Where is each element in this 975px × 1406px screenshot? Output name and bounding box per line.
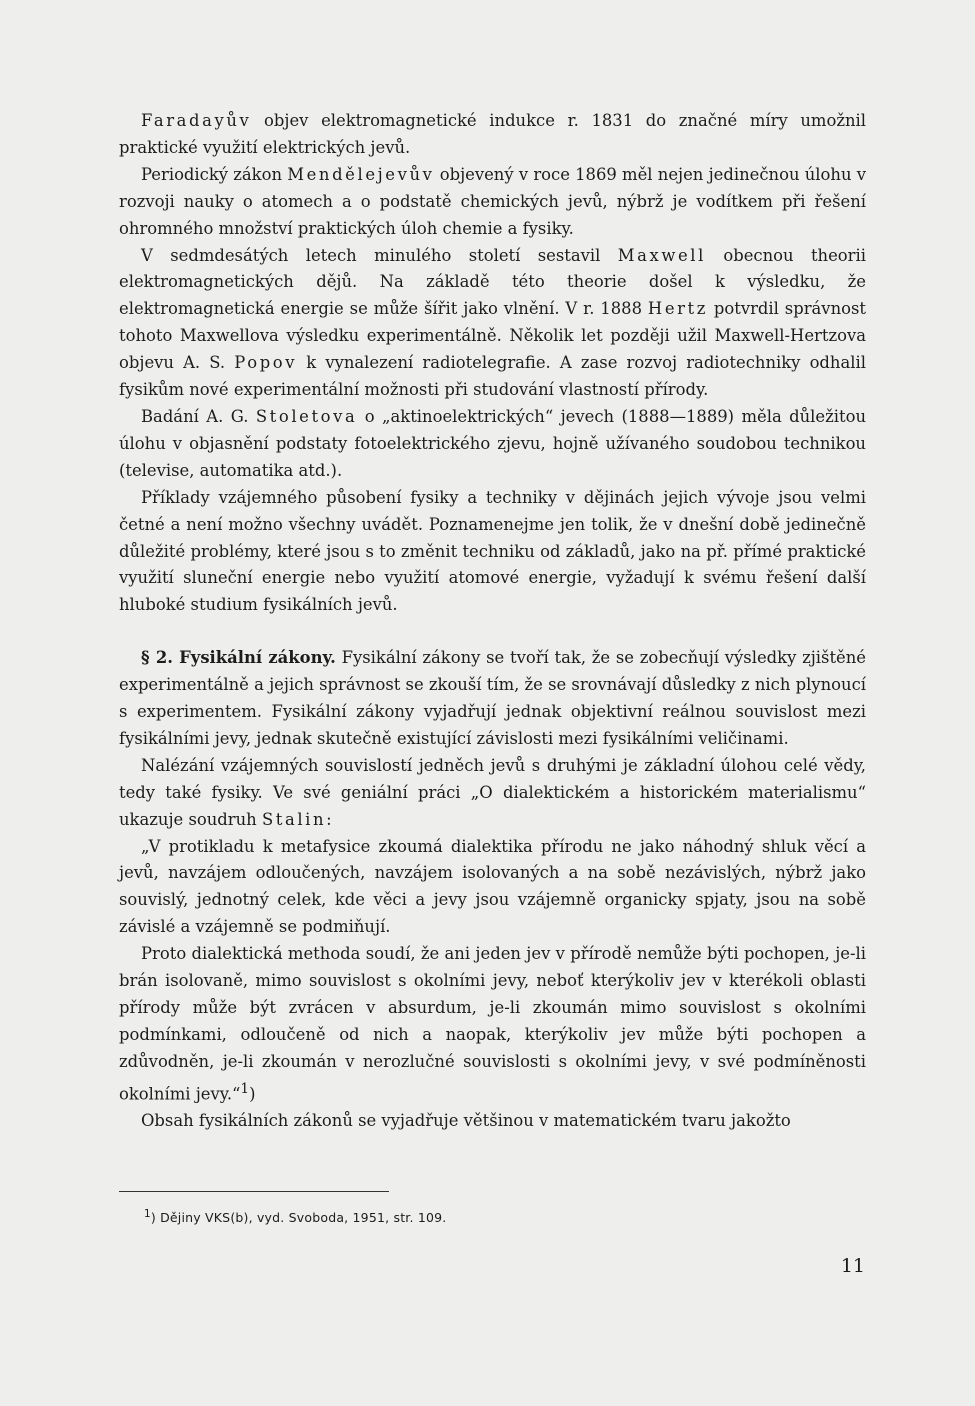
text-run: objevený v roce 1869 měl nejen jedinečnou úlohu v rozvoji nauky o atomech a o podstatě chemických jevů, nýbrž je vodítkem při řešení ohromného množství praktických úloh chemie a fysiky. [119,164,866,238]
paragraph-mendelejev [119,162,866,243]
text-run: Nalézání vzájemných souvislostí jedněch jevů s druhými je základní úlohou celé vědy, tedy také fysiky. Ve své geniální práci „O dialektickém a historickém materialismu“ ukazuje soudruh [119,755,866,829]
paragraph-examples: Příklady vzájemného působení fysiky a techniky v dějinách jejich vývoje jsou velmi četné a není možno všechny uvádět. Poznamenejme jen tolik, že v dnešní době jedinečně důležité problémy, které jsou s to změnit techniku od základů, jako na př. přímé praktické využití sluneční energie nebo využití atomové energie, vyžadují k svému řešení další hluboké studium fysikálních jevů. [119,487,866,615]
paragraph-maxwell [119,243,866,404]
paragraph-quote-2 [119,941,866,1108]
paragraph-stoletov [119,404,866,485]
text-run: Badání A. G. [141,406,256,426]
main-text [119,108,866,1135]
text-run: k vynalezení radiotelegrafie. A zase rozvoj radiotechniky odhalil fysikům nové experimentální možnosti při studování vlastností přírody. [119,353,866,400]
footnote-text: Dějiny VKS(b), vyd. Svoboda, 1951, str. 109. [155,1210,447,1226]
text-run: objev elektromagnetické indukce r. 1831 do značné míry umožnil praktické využití elektrických jevů. [119,111,866,157]
text-run: o „aktinoelektrických“ jevech (1888—1889) měla důležitou úlohu v objasnění podstaty fotoelektrického zjevu, hojně užívaného soudobou technikou (televise, automatika atd.). [119,406,866,480]
section-heading: § 2. Fysikální zákony. [141,648,336,668]
page-number: 11 [840,1255,865,1277]
footnote-reference: 1 [240,1080,250,1097]
paragraph-quote-1: „V protikladu k metafysice zkoumá dialektika přírodu ne jako náhodný shluk věcí a jevů, navzájem odloučených, navzájem isolovaných a na sobě nezávislých, nýbrž jako souvislý, jednotný celek, kde věci a jevy jsou vzájemně organicky spjaty, jsou na sobě závislé a vzájemně se podmiňují. [119,836,866,937]
footnote-divider [119,1191,389,1192]
spaced-name: Maxwell [617,245,706,265]
text-run: ) [249,1084,256,1104]
paragraph-faraday [119,108,866,162]
text-run: Proto dialektická methoda soudí, že ani jeden jev v přírodě nemůže býti pochopen, je-li brán isolovaně, mimo souvislost s okolními jevy, neboť kterýkoliv jev v kterékoli oblasti přírody může být zvrácen v absurdum, je-li zkoumán mimo souvislost s okolními podmínkami, odloučeně od nich a naopak, kterýkoliv jev může býti pochopen a zdůvodněn, je-li zkoumán v nerozlučné souvislosti s okolními jevy, v své podmíněnosti okolními jevy.“ [119,944,866,1104]
text-run: Periodický zákon [141,164,288,184]
text-run: : [326,809,332,829]
footnote-mark: 1 [144,1208,151,1220]
spaced-name: Faradayův [141,111,252,130]
paragraph-stalin-intro [119,753,866,834]
paragraph-section-2 [119,645,866,753]
spaced-name: Popov [234,353,298,373]
spaced-name: Mendělejevův [287,164,435,184]
spaced-name: Stalin [261,809,327,829]
text-run: Fysikální zákony se tvoří tak, že se zobecňují výsledky zjištěné experimentálně a jejich správnost se zkouší tím, že se srovnávají důsledky z nich plynoucí s experimentem. Fysikální zákony vyjadřují jednak objektivní reálnou souvislost mezi fysikálními jevy, jednak skutečně existující závislosti mezi fysikálními veličinami. [119,648,866,748]
text-run: ) [150,1210,156,1226]
spaced-name: Hertz [647,299,708,319]
text-run: potvrdil správnost tohoto Maxwellova výsledku experimentálně. Několik let později užil Maxwell-Hertzova objevu A. S. [119,299,866,373]
footnote [144,1208,446,1225]
paragraph-content: Obsah fysikálních zákonů se vyjadřuje většinou v matematickém tvaru jakožto [141,1111,791,1131]
text-run: V sedmdesátých letech minulého století sestavil [141,245,618,265]
text-run: obecnou theorii elektromagnetických dějů. Na základě této theorie došel k výsledku, že elektromagnetická energie se může šířit jako vlnění. V r. 1888 [119,245,866,319]
spaced-name: Stoletova [255,406,358,426]
